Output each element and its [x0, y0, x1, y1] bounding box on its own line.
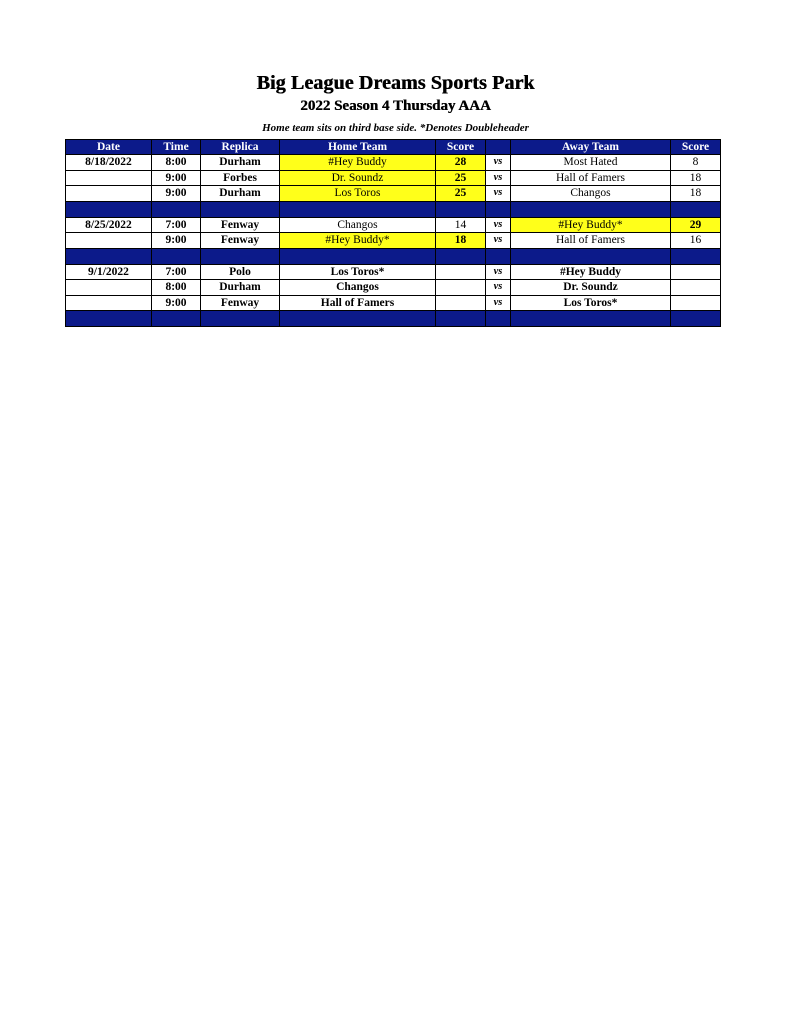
field-cell: Forbes: [201, 170, 280, 186]
col-date: Date: [66, 140, 152, 155]
home-score-cell: [436, 295, 486, 311]
vs-cell: vs: [486, 217, 511, 233]
vs-cell: vs: [486, 264, 511, 280]
col-away-team: Away Team: [511, 140, 671, 155]
away-team-cell: Hall of Famers: [511, 233, 671, 249]
header-row: [66, 140, 721, 155]
home-team-cell: Los Toros: [280, 186, 436, 202]
away-team-cell: Most Hated: [511, 155, 671, 171]
field-cell: Durham: [201, 186, 280, 202]
home-team-cell: Changos: [280, 217, 436, 233]
field-cell: Fenway: [201, 217, 280, 233]
col-away-score: Score: [671, 140, 721, 155]
field-cell: Fenway: [201, 233, 280, 249]
date-cell: 8/25/2022: [66, 217, 152, 233]
table-row: [66, 186, 721, 202]
home-team-cell: Changos: [280, 280, 436, 296]
home-team-cell: #Hey Buddy: [280, 155, 436, 171]
vs-cell: vs: [486, 233, 511, 249]
away-score-cell: 18: [671, 170, 721, 186]
date-cell: [66, 280, 152, 296]
home-score-cell: [436, 264, 486, 280]
date-cell: [66, 295, 152, 311]
field-cell: Fenway: [201, 295, 280, 311]
week-separator: [66, 201, 721, 217]
vs-cell: vs: [486, 155, 511, 171]
vs-cell: vs: [486, 186, 511, 202]
col-vs: [486, 140, 511, 155]
table-row: [66, 295, 721, 311]
col-time: Time: [152, 140, 201, 155]
col-home-team: Home Team: [280, 140, 436, 155]
away-team-cell: Dr. Soundz: [511, 280, 671, 296]
date-cell: 8/18/2022: [66, 155, 152, 171]
home-score-cell: 18: [436, 233, 486, 249]
vs-cell: vs: [486, 170, 511, 186]
home-score-cell: [436, 280, 486, 296]
schedule-table: [65, 139, 721, 327]
date-cell: [66, 186, 152, 202]
time-cell: 9:00: [152, 233, 201, 249]
away-score-cell: [671, 264, 721, 280]
away-team-cell: Changos: [511, 186, 671, 202]
time-cell: 8:00: [152, 155, 201, 171]
date-cell: 9/1/2022: [66, 264, 152, 280]
field-cell: Polo: [201, 264, 280, 280]
home-score-cell: 25: [436, 170, 486, 186]
date-cell: [66, 233, 152, 249]
time-cell: 7:00: [152, 264, 201, 280]
home-team-cell: #Hey Buddy*: [280, 233, 436, 249]
home-team-cell: Hall of Famers: [280, 295, 436, 311]
table-row: [66, 233, 721, 249]
vs-cell: vs: [486, 295, 511, 311]
page-subtitle: 2022 Season 4 Thursday AAA: [300, 98, 491, 114]
table-row: [66, 217, 721, 233]
away-team-cell: Los Toros*: [511, 295, 671, 311]
week-separator: [66, 248, 721, 264]
table-row: [66, 280, 721, 296]
home-score-cell: 14: [436, 217, 486, 233]
week-separator: [66, 311, 721, 327]
home-score-cell: 25: [436, 186, 486, 202]
field-cell: Durham: [201, 155, 280, 171]
away-team-cell: Hall of Famers: [511, 170, 671, 186]
col-replica: Replica: [201, 140, 280, 155]
away-score-cell: 8: [671, 155, 721, 171]
home-score-cell: 28: [436, 155, 486, 171]
home-team-note: Home team sits on third base side. *Denotes Doubleheader: [262, 122, 529, 134]
col-home-score: Score: [436, 140, 486, 155]
home-team-cell: Los Toros*: [280, 264, 436, 280]
time-cell: 7:00: [152, 217, 201, 233]
away-score-cell: [671, 295, 721, 311]
away-score-cell: [671, 280, 721, 296]
time-cell: 8:00: [152, 280, 201, 296]
time-cell: 9:00: [152, 186, 201, 202]
field-cell: Durham: [201, 280, 280, 296]
away-score-cell: 18: [671, 186, 721, 202]
vs-cell: vs: [486, 280, 511, 296]
table-row: [66, 264, 721, 280]
away-team-cell: #Hey Buddy: [511, 264, 671, 280]
page-title: Big League Dreams Sports Park: [256, 72, 535, 94]
table-row: [66, 170, 721, 186]
date-cell: [66, 170, 152, 186]
time-cell: 9:00: [152, 295, 201, 311]
table-row: [66, 155, 721, 171]
away-team-cell: #Hey Buddy*: [511, 217, 671, 233]
time-cell: 9:00: [152, 170, 201, 186]
away-score-cell: 16: [671, 233, 721, 249]
home-team-cell: Dr. Soundz: [280, 170, 436, 186]
away-score-cell: 29: [671, 217, 721, 233]
